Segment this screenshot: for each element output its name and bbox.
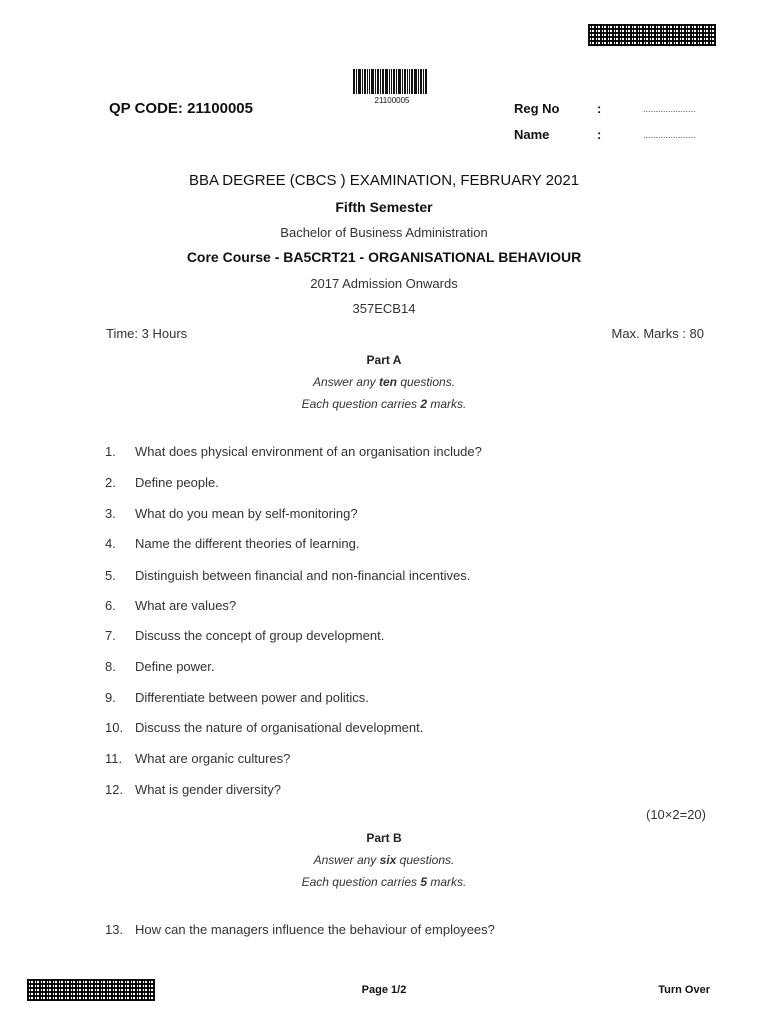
reg-no-field[interactable]: ..................... xyxy=(643,104,696,114)
qp-code: QP CODE: 21100005 xyxy=(109,100,253,117)
name-field[interactable]: ..................... xyxy=(643,130,696,140)
paper-code: 357ECB14 xyxy=(352,301,416,316)
center-barcode xyxy=(353,69,428,94)
question-10: 10. Discuss the nature of organisational development. xyxy=(105,720,424,735)
reg-no-label: Reg No xyxy=(514,101,560,116)
part-a-marks: (10×2=20) xyxy=(646,807,706,822)
semester: Fifth Semester xyxy=(335,199,433,215)
part-a-instruction-2: Each question carries 2 marks. xyxy=(301,397,467,411)
top-right-barcode xyxy=(588,24,716,46)
question-9: 9. Differentiate between power and politics. xyxy=(105,690,369,705)
part-a-title: Part A xyxy=(366,353,402,367)
part-b-instruction-2: Each question carries 5 marks. xyxy=(301,875,467,889)
reg-no-colon: : xyxy=(597,101,602,116)
barcode-number: 21100005 xyxy=(374,96,410,105)
question-12: 12. What is gender diversity? xyxy=(105,782,281,797)
part-b-title: Part B xyxy=(366,831,402,845)
question-2: 2. Define people. xyxy=(105,475,219,490)
course-title: Core Course - BA5CRT21 - ORGANISATIONAL BEHAVIOUR xyxy=(186,249,582,265)
question-13: 13. How can the managers influence the behaviour of employees? xyxy=(105,922,495,937)
question-1: 1. What does physical environment of an organisation include? xyxy=(105,444,482,459)
programme: Bachelor of Business Administration xyxy=(280,225,488,240)
turn-over: Turn Over xyxy=(658,984,710,996)
name-label: Name xyxy=(514,127,550,142)
question-7: 7. Discuss the concept of group development. xyxy=(105,628,385,643)
question-11: 11. What are organic cultures? xyxy=(105,751,291,766)
exam-title: BBA DEGREE (CBCS ) EXAMINATION, FEBRUARY 2021 xyxy=(188,172,580,189)
time-allowed: Time: 3 Hours xyxy=(106,326,188,341)
question-4: 4. Name the different theories of learning. xyxy=(105,536,360,551)
name-colon: : xyxy=(597,127,602,142)
part-a-instruction-1: Answer any ten questions. xyxy=(312,375,456,389)
admission-note: 2017 Admission Onwards xyxy=(310,276,458,291)
question-6: 6. What are values? xyxy=(105,598,237,613)
page-number: Page 1/2 xyxy=(361,984,407,996)
question-5: 5. Distinguish between financial and non-financial incentives. xyxy=(105,568,471,583)
part-b-instruction-1: Answer any six questions. xyxy=(313,853,455,867)
max-marks: Max. Marks : 80 xyxy=(611,326,704,341)
question-3: 3. What do you mean by self-monitoring? xyxy=(105,506,358,521)
question-8: 8. Define power. xyxy=(105,659,215,674)
